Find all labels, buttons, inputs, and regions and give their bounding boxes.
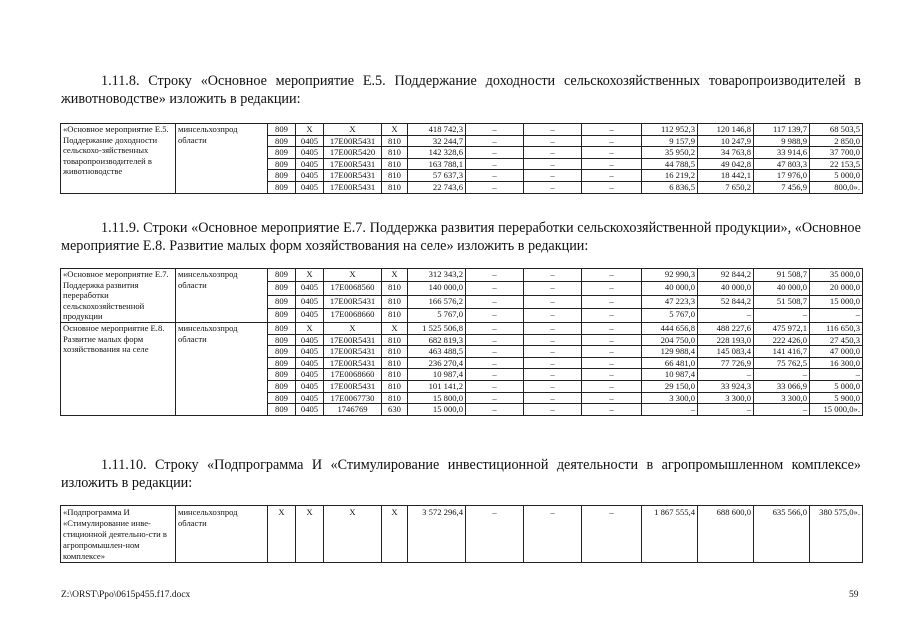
table-cell: 418 742,3 (408, 124, 466, 136)
table-cell: 810 (382, 170, 408, 182)
table-cell: 9 157,9 (642, 135, 698, 147)
table-cell: X (382, 322, 408, 334)
table-cell: – (524, 322, 582, 334)
table-cell: 17E00R5431 (324, 380, 382, 392)
table-cell: 66 481,0 (642, 357, 698, 369)
measure-description: «Основное мероприятие Е.5. Поддержание доходности сельскохо-зяйственных товаропроизводителей в животноводстве (61, 124, 176, 194)
table-cell: – (466, 282, 524, 295)
measure-description: «Основное мероприятие Е.7. Поддержка развития переработки сельскохозяйственной продукции (61, 269, 176, 323)
table-cell: 40 000,0 (754, 282, 810, 295)
table-cell: 17E0068660 (324, 369, 382, 381)
table-cell: – (582, 282, 642, 295)
table-cell: – (466, 170, 524, 182)
table-cell: 10 987,4 (642, 369, 698, 381)
table-cell: – (524, 334, 582, 346)
table-cell: 35 950,2 (642, 147, 698, 159)
table-cell: – (582, 334, 642, 346)
table-row (61, 322, 863, 334)
table-cell: 166 576,2 (408, 295, 466, 308)
table-cell: – (524, 170, 582, 182)
table-cell: – (582, 404, 642, 416)
table-cell: 0405 (296, 357, 324, 369)
table-cell: 809 (268, 269, 296, 282)
table-cell: 0405 (296, 135, 324, 147)
table-cell: – (466, 295, 524, 308)
table-cell: – (524, 147, 582, 159)
footer-file-path: Z:\ORST\Ppo\0615p455.f17.docx (61, 590, 191, 600)
table-cell: – (524, 269, 582, 282)
executor-cell: минсельхозпрод области (176, 322, 268, 415)
table-cell: 20 000,0 (810, 282, 863, 295)
table-cell: 0405 (296, 295, 324, 308)
table-cell: X (324, 124, 382, 136)
table-cell: – (466, 124, 524, 136)
table-cell: – (582, 124, 642, 136)
table-cell: – (524, 181, 582, 193)
table-cell: 40 000,0 (642, 282, 698, 295)
table-cell: 17E0068560 (324, 282, 382, 295)
table-cell: – (582, 357, 642, 369)
table-cell: 29 150,0 (642, 380, 698, 392)
table-cell: 22 743,6 (408, 181, 466, 193)
executor-cell: минсельхозпрод области (176, 124, 268, 194)
table-cell: 222 426,0 (754, 334, 810, 346)
table-cell: – (754, 309, 810, 323)
table-cell: – (524, 506, 582, 563)
table-cell: – (524, 357, 582, 369)
table-cell: 17E00R5431 (324, 357, 382, 369)
table-cell: 488 227,6 (698, 322, 754, 334)
table-cell: 0405 (296, 170, 324, 182)
table-cell: 52 844,2 (698, 295, 754, 308)
table-cell: – (524, 404, 582, 416)
table-cell: X (268, 506, 296, 563)
table-cell: – (524, 282, 582, 295)
table-cell: 810 (382, 380, 408, 392)
table-cell: 810 (382, 346, 408, 358)
paragraph-1-11-9: 1.11.9. Строки «Основное мероприятие Е.7. Поддержка развития переработки сельскохозяйственной продукции», «Основное мероприятие Е.8. Развитие малых форм хозяйствования на селе» изложить в редакции: (61, 220, 861, 254)
table-cell: 77 726,9 (698, 357, 754, 369)
table-cell: – (582, 309, 642, 323)
table-cell: 17E00R5431 (324, 170, 382, 182)
table-cell: 0405 (296, 334, 324, 346)
table-cell: 809 (268, 282, 296, 295)
table-cell: 635 566,0 (754, 506, 810, 563)
table-cell: X (324, 506, 382, 563)
table-cell: 91 508,7 (754, 269, 810, 282)
table-cell: 810 (382, 135, 408, 147)
table-cell: – (810, 309, 863, 323)
table-cell: 47 000,0 (810, 346, 863, 358)
table-cell: 0405 (296, 392, 324, 404)
table-cell: 810 (382, 334, 408, 346)
table-cell: X (324, 322, 382, 334)
table-cell: 129 988,4 (642, 346, 698, 358)
table-cell: 0405 (296, 369, 324, 381)
table-cell: 10 247,9 (698, 135, 754, 147)
table-cell: 6 836,5 (642, 181, 698, 193)
table-cell: – (524, 309, 582, 323)
table-cell: 682 819,3 (408, 334, 466, 346)
table-cell: X (296, 269, 324, 282)
table-cell: 49 042,8 (698, 158, 754, 170)
table-cell: 0405 (296, 181, 324, 193)
table-cell: 809 (268, 357, 296, 369)
table-cell: 1 525 506,8 (408, 322, 466, 334)
table-cell: 7 650,2 (698, 181, 754, 193)
table-cell: 0405 (296, 404, 324, 416)
table-row (61, 269, 863, 282)
table-cell: – (524, 346, 582, 358)
table-cell: 17 976,0 (754, 170, 810, 182)
table-cell: 236 270,4 (408, 357, 466, 369)
table-cell: 810 (382, 369, 408, 381)
measure-description: Основное мероприятие Е.8. Развитие малых форм хозяйствования на селе (61, 322, 176, 415)
table-cell: – (466, 404, 524, 416)
table-cell: 3 300,0 (642, 392, 698, 404)
table-cell: – (524, 392, 582, 404)
table-cell: 3 300,0 (698, 392, 754, 404)
table-cell: 44 788,5 (642, 158, 698, 170)
table-cell: 809 (268, 135, 296, 147)
table-cell: 810 (382, 158, 408, 170)
table-cell: 17E00R5431 (324, 295, 382, 308)
table-cell: – (466, 158, 524, 170)
table-e5 (60, 123, 863, 194)
table-cell: 141 416,7 (754, 346, 810, 358)
table-cell: – (582, 392, 642, 404)
table-cell: – (524, 369, 582, 381)
table-cell: 117 139,7 (754, 124, 810, 136)
table-cell: 204 750,0 (642, 334, 698, 346)
table-cell: 142 328,6 (408, 147, 466, 159)
table-cell: 35 000,0 (810, 269, 863, 282)
table-cell: – (754, 404, 810, 416)
table-cell: 33 924,3 (698, 380, 754, 392)
table-cell: 15 000,0 (810, 295, 863, 308)
table-cell: – (698, 309, 754, 323)
table-cell: 120 146,8 (698, 124, 754, 136)
table-cell: 800,0». (810, 181, 863, 193)
table-cell: 9 988,9 (754, 135, 810, 147)
table-cell: – (582, 322, 642, 334)
table-cell: 0405 (296, 309, 324, 323)
table-cell: 116 650,3 (810, 322, 863, 334)
table-cell: – (582, 380, 642, 392)
table-cell: – (810, 369, 863, 381)
table-subprogram-i (60, 505, 863, 563)
table-cell: – (582, 170, 642, 182)
table-cell: – (466, 309, 524, 323)
table-cell: 3 572 296,4 (408, 506, 466, 563)
table-cell: – (466, 135, 524, 147)
table-cell: 2 850,0 (810, 135, 863, 147)
table-cell: X (382, 506, 408, 563)
table-cell: 810 (382, 392, 408, 404)
table-cell: – (466, 147, 524, 159)
table-cell: – (524, 124, 582, 136)
table-cell: 17E00R5431 (324, 181, 382, 193)
paragraph-1-11-10: 1.11.10. Строку «Подпрограмма И «Стимулирование инвестиционной деятельности в агропромышленном комплексе» изложить в редакции: (61, 457, 861, 491)
table-cell: – (582, 147, 642, 159)
table-cell: – (582, 269, 642, 282)
table-cell: X (324, 269, 382, 282)
table-cell: 17E00R5431 (324, 158, 382, 170)
table-cell: 5 000,0 (810, 380, 863, 392)
table-cell: 33 914,6 (754, 147, 810, 159)
table-cell: 3 300,0 (754, 392, 810, 404)
table-cell: – (582, 295, 642, 308)
footer-page-number: 59 (849, 590, 859, 600)
table-cell: – (754, 369, 810, 381)
table-cell: 312 343,2 (408, 269, 466, 282)
table-cell: 0405 (296, 147, 324, 159)
table-cell: 1 867 555,4 (642, 506, 698, 563)
table-cell: – (524, 295, 582, 308)
table-cell: 140 000,0 (408, 282, 466, 295)
table-cell: 34 763,8 (698, 147, 754, 159)
table-cell: 809 (268, 322, 296, 334)
table-cell: – (466, 357, 524, 369)
table-cell: 809 (268, 346, 296, 358)
table-cell: 10 987,4 (408, 369, 466, 381)
table-cell: 809 (268, 295, 296, 308)
table-cell: 5 767,0 (642, 309, 698, 323)
table-cell: 809 (268, 170, 296, 182)
table-cell: – (582, 181, 642, 193)
table-cell: 0405 (296, 158, 324, 170)
table-cell: 16 300,0 (810, 357, 863, 369)
table-cell: 22 153,5 (810, 158, 863, 170)
table-cell: 112 952,3 (642, 124, 698, 136)
table-cell: 810 (382, 282, 408, 295)
table-cell: 0405 (296, 282, 324, 295)
table-cell: 809 (268, 380, 296, 392)
table-cell: 17E00R5431 (324, 135, 382, 147)
table-cell: 17E00R5431 (324, 334, 382, 346)
table-cell: 228 193,0 (698, 334, 754, 346)
table-cell: – (582, 135, 642, 147)
table-e7-e8 (60, 268, 863, 416)
table-cell: – (524, 135, 582, 147)
table-cell: 17E00R5420 (324, 147, 382, 159)
table-cell: 809 (268, 309, 296, 323)
table-cell: 145 083,4 (698, 346, 754, 358)
table-cell: – (582, 369, 642, 381)
table-cell: – (582, 158, 642, 170)
table-cell: – (466, 369, 524, 381)
table-cell: 688 600,0 (698, 506, 754, 563)
table-cell: – (582, 346, 642, 358)
table-cell: X (296, 322, 324, 334)
table-cell: 163 788,1 (408, 158, 466, 170)
table-cell: 17E00R5431 (324, 346, 382, 358)
table-cell: 16 219,2 (642, 170, 698, 182)
table-cell: X (382, 269, 408, 282)
table-cell: – (466, 392, 524, 404)
table-cell: – (524, 158, 582, 170)
paragraph-1-11-8: 1.11.8. Строку «Основное мероприятие Е.5. Поддержание доходности сельскохозяйственных товаропроизводителей в животноводстве» изложить в редакции: (61, 73, 861, 107)
table-cell: – (524, 380, 582, 392)
table-cell: 68 503,5 (810, 124, 863, 136)
table-cell: – (642, 404, 698, 416)
table-cell: 32 244,7 (408, 135, 466, 147)
table-cell: 5 900,0 (810, 392, 863, 404)
table-cell: X (382, 124, 408, 136)
table-cell: 40 000,0 (698, 282, 754, 295)
table-cell: 444 656,8 (642, 322, 698, 334)
table-cell: 17E0068660 (324, 309, 382, 323)
table-cell: – (466, 322, 524, 334)
table-cell: 47 223,3 (642, 295, 698, 308)
table-cell: 15 000,0 (408, 404, 466, 416)
table-cell: X (296, 506, 324, 563)
table-cell: 17E0067730 (324, 392, 382, 404)
subprogram-description: «Подпрограмма И «Стимулирование инве-стиционной деятельно-сти в агропромышлен-ном комплексе» (61, 506, 176, 563)
table-cell: 810 (382, 295, 408, 308)
table-cell: 47 803,3 (754, 158, 810, 170)
table-cell: 27 450,3 (810, 334, 863, 346)
table-cell: 810 (382, 181, 408, 193)
table-cell: 810 (382, 357, 408, 369)
table-cell: 810 (382, 309, 408, 323)
table-cell: 463 488,5 (408, 346, 466, 358)
table-cell: 5 000,0 (810, 170, 863, 182)
table-cell: 37 700,0 (810, 147, 863, 159)
table-cell: 57 637,3 (408, 170, 466, 182)
table-cell: 809 (268, 147, 296, 159)
table-cell: 809 (268, 181, 296, 193)
table-cell: 810 (382, 147, 408, 159)
table-cell: 101 141,2 (408, 380, 466, 392)
table-cell: 809 (268, 369, 296, 381)
table-cell: 92 990,3 (642, 269, 698, 282)
table-cell: 0405 (296, 380, 324, 392)
table-cell: 380 575,0». (810, 506, 863, 563)
table-cell: – (466, 269, 524, 282)
table-cell: 18 442,1 (698, 170, 754, 182)
table-cell: 7 456,9 (754, 181, 810, 193)
table-cell: 92 844,2 (698, 269, 754, 282)
table-cell: 33 066,9 (754, 380, 810, 392)
table-cell: 809 (268, 334, 296, 346)
table-cell: – (466, 380, 524, 392)
table-cell: X (296, 124, 324, 136)
table-cell: 5 767,0 (408, 309, 466, 323)
table-cell: 0405 (296, 346, 324, 358)
table-cell: – (466, 506, 524, 563)
table-cell: 630 (382, 404, 408, 416)
table-cell: – (582, 506, 642, 563)
table-cell: 809 (268, 392, 296, 404)
table-cell: 475 972,1 (754, 322, 810, 334)
table-cell: 809 (268, 404, 296, 416)
table-row (61, 506, 863, 563)
table-cell: – (698, 369, 754, 381)
table-cell: 51 508,7 (754, 295, 810, 308)
table-cell: 809 (268, 124, 296, 136)
table-row (61, 124, 863, 136)
table-cell: – (466, 181, 524, 193)
table-cell: – (698, 404, 754, 416)
table-cell: 1746769 (324, 404, 382, 416)
table-cell: 15 000,0». (810, 404, 863, 416)
executor-cell: минсельхозпрод области (176, 506, 268, 563)
table-cell: – (466, 334, 524, 346)
executor-cell: минсельхозпрод области (176, 269, 268, 323)
table-cell: 809 (268, 158, 296, 170)
table-cell: – (466, 346, 524, 358)
table-cell: 15 800,0 (408, 392, 466, 404)
table-cell: 75 762,5 (754, 357, 810, 369)
